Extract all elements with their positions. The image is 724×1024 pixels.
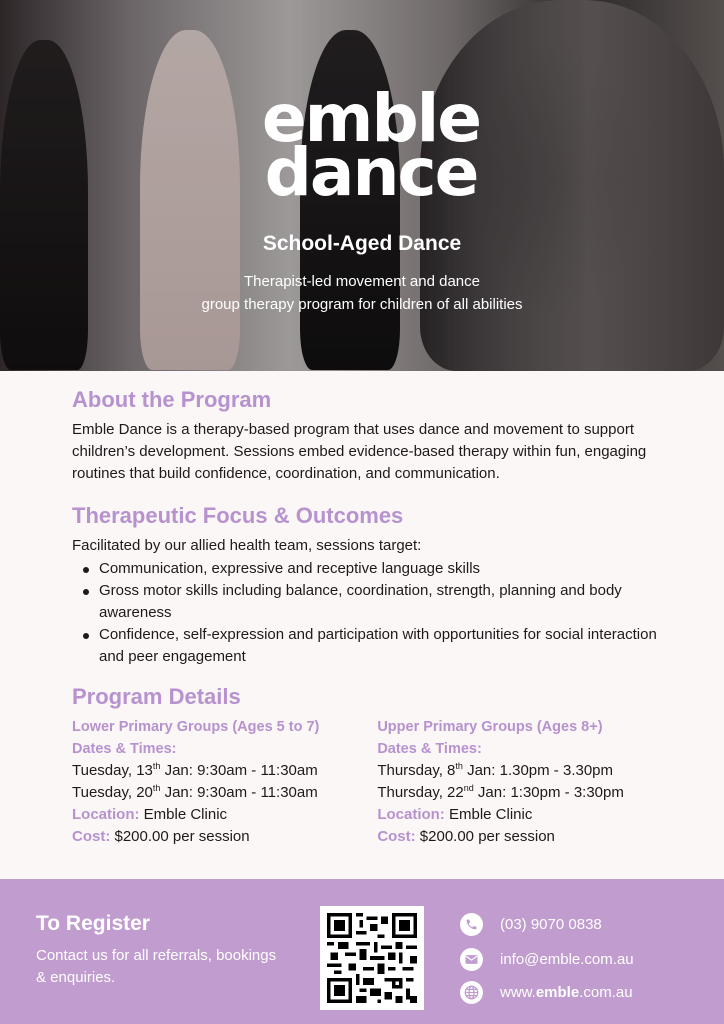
globe-icon [460,981,483,1004]
hero-subtitle-line-2: group therapy program for children of all abilities [201,296,523,313]
register-title: To Register [36,912,150,935]
location-label: Location: [377,806,445,823]
lower-group-title: Lower Primary Groups (Ages 5 to 7) [72,719,320,735]
session-time: Jan: 1:30pm - 3:30pm [473,784,624,801]
email-address: info@emble.com.au [500,950,634,968]
cost-label: Cost: [72,828,111,845]
register-text: Contact us for all referrals, bookings & enquiries. [36,947,277,986]
session-day: Thursday, 8 [377,762,456,779]
emble-dance-logo [246,80,496,211]
cost-label: Cost: [377,828,416,845]
cost-value: $200.00 per session [110,828,250,845]
lower-session-1 [72,760,377,782]
location-label: Location: [72,806,140,823]
web-suffix: .com.au [579,983,633,1001]
web-domain: emble [535,983,580,1001]
lower-dates-label: Dates & Times: [72,741,177,757]
focus-section [72,501,662,668]
about-heading: About the Program [72,387,272,412]
location-value: Emble Clinic [444,806,533,823]
qr-code-icon[interactable] [320,906,424,1010]
session-day: Tuesday, 20 [72,784,153,801]
upper-cost [377,826,662,848]
session-day: Thursday, 22 [377,784,464,801]
ordinal-suffix: th [152,761,161,771]
phone-icon [460,913,483,936]
session-time: Jan: 9:30am - 11:30am [160,762,318,779]
hero-subtitle [0,270,724,316]
upper-session-1 [377,760,662,782]
session-time: Jan: 9:30am - 11:30am [160,784,318,801]
upper-dates-label: Dates & Times: [377,741,482,757]
ordinal-suffix: th [152,783,161,793]
main-content [72,385,662,848]
upper-group-title: Upper Primary Groups (Ages 8+) [377,719,603,735]
details-heading: Program Details [72,684,241,709]
hero-subtitle-line-1: Therapist-led movement and dance [244,273,480,290]
register-footer [0,879,724,1024]
hero-title: School-Aged Dance [262,232,462,255]
hero-banner [0,0,724,371]
website-contact[interactable] [460,980,710,1004]
phone-contact[interactable] [460,912,710,936]
session-day: Tuesday, 13 [72,762,153,779]
lower-session-2 [72,782,377,804]
ordinal-suffix: th [455,761,463,771]
cost-value: $200.00 per session [415,828,555,845]
upper-location [377,804,662,826]
focus-list [80,558,662,668]
list-item: Gross motor skills including balance, coordination, strength, planning and body awareness [80,580,662,624]
lower-primary-column [72,716,377,848]
lower-cost [72,826,377,848]
about-text: Emble Dance is a therapy-based program that uses dance and movement to support children’s development. Sessions embed evidence-based therapy within fun, engaging routines that build confidence, coordination, and communication. [72,421,647,482]
location-value: Emble Clinic [139,806,228,823]
list-item: Confidence, self-expression and participation with opportunities for social interaction and peer engagement [80,624,662,668]
website-url [500,984,633,1001]
lower-location [72,804,377,826]
ordinal-suffix: nd [463,783,474,793]
web-prefix: www. [500,983,536,1001]
logo-line-2: dance [264,134,478,211]
details-section [72,682,662,848]
email-contact[interactable] [460,947,710,971]
logo-line-1: emble [261,80,481,157]
list-item: Communication, expressive and receptive language skills [80,558,662,580]
session-time: Jan: 1.30pm - 3.30pm [462,762,614,779]
about-section [72,385,662,485]
upper-session-2 [377,782,662,804]
focus-heading: Therapeutic Focus & Outcomes [72,503,404,528]
phone-number: (03) 9070 0838 [500,915,602,933]
details-columns [72,716,662,848]
upper-primary-column [377,716,662,848]
focus-intro: Facilitated by our allied health team, sessions target: [72,537,422,554]
envelope-icon [460,948,483,971]
